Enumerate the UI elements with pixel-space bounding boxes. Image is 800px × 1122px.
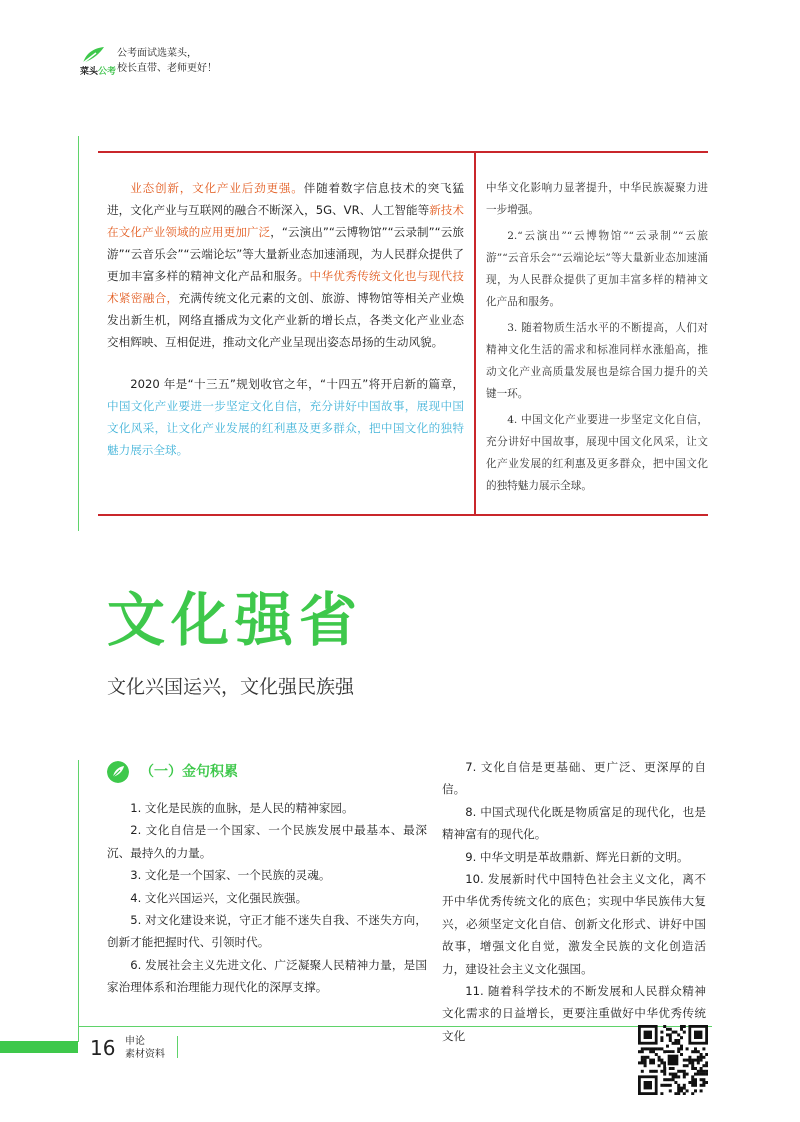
qr-module [680, 1036, 683, 1039]
qr-module [680, 1070, 683, 1073]
qr-module [652, 1059, 655, 1062]
qr-module [663, 1025, 666, 1028]
qr-module [680, 1089, 683, 1092]
qr-module [641, 1047, 644, 1050]
paragraph-1-run: 伴随着数字信息技术的突飞猛进，文化产业与互联网的融合不断深入，5G、VR、人工智能等 [107, 181, 464, 217]
qr-module [660, 1031, 663, 1034]
qr-module [658, 1056, 661, 1059]
qr-module [683, 1031, 686, 1034]
qr-module [641, 1070, 644, 1073]
qr-finder [694, 1031, 702, 1039]
qr-finder [644, 1031, 652, 1039]
qr-module [644, 1064, 647, 1067]
qr-module [688, 1056, 691, 1059]
qr-module [691, 1078, 694, 1081]
qr-module [700, 1053, 703, 1056]
quote-item: 11. 随着科学技术的不断发展和人民群众精神文化需求的日益增长，更要注重做好中华优秀传统文化 [442, 984, 706, 1043]
qr-module [658, 1059, 661, 1062]
qr-module [683, 1064, 686, 1067]
qr-module [705, 1070, 708, 1073]
left-article-box [107, 177, 464, 461]
qr-module [672, 1075, 675, 1078]
summary-point-2: 2.“云演出”“云博物馆”“云录制”“云旅游”“云音乐会”“云端论坛”等大量新业态加速涌现，为人民群众提供了更加丰富多样的精神文化产品和服务。 [486, 230, 708, 308]
qr-module [686, 1059, 689, 1062]
qr-finder [644, 1081, 652, 1089]
qr-module [697, 1061, 700, 1064]
paragraph-1-run: 中华优秀传统文化也与现代技术紧密融合， [107, 269, 464, 305]
summary-point-continued: 中华文化影响力显著提升，中华民族凝聚力进一步增强。 [486, 182, 708, 216]
qr-module [660, 1047, 663, 1050]
qr-module [666, 1028, 669, 1031]
qr-module [663, 1050, 666, 1053]
qr-module [677, 1033, 680, 1036]
page-number: 16 [90, 1036, 116, 1060]
qr-module [669, 1033, 672, 1036]
qr-center-logo [668, 1055, 679, 1066]
qr-module [697, 1073, 700, 1076]
quotes-right-column [442, 756, 706, 1047]
qr-module [672, 1050, 675, 1053]
qr-module [680, 1053, 683, 1056]
right-summary-box [486, 177, 708, 501]
qr-module [691, 1084, 694, 1087]
qr-module [702, 1064, 705, 1067]
brand-main: 菜头 [80, 67, 99, 77]
qr-module [700, 1059, 703, 1062]
qr-module [660, 1070, 663, 1073]
qr-module [677, 1087, 680, 1090]
qr-module [700, 1070, 703, 1073]
qr-module [686, 1064, 689, 1067]
article-paragraph-1 [107, 177, 464, 353]
qr-module [652, 1070, 655, 1073]
quote-item: 7. 文化自信是更基础、更广泛、更深厚的自信。 [442, 760, 706, 797]
quote-item: 6. 发展社会主义先进文化、广泛凝聚人民精神力量，是国家治理体系和治理能力现代化的深厚支撑。 [107, 957, 427, 995]
qr-module [691, 1064, 694, 1067]
qr-module [697, 1059, 700, 1062]
qr-module [660, 1092, 663, 1095]
qr-module [666, 1045, 669, 1048]
qr-module [641, 1050, 644, 1053]
quote-item: 10. 发展新时代中国特色社会主义文化，离不开中华优秀传统文化的底色；实现中华民族伟大复兴，必须坚定文化自信、创新文化形式、讲好中国故事，增强文化自觉，激发全民族的文化创造活力，建设社会主义文化强国。 [442, 872, 706, 976]
quote-item: 1. 文化是民族的血脉，是人民的精神家园。 [130, 801, 354, 815]
qr-module [658, 1064, 661, 1067]
qr-module [669, 1039, 672, 1042]
quote-item: 5. 对文化建设来说，守正才能不迷失自我、不迷失方向，创新才能把握时代、引领时代。 [107, 913, 427, 950]
qr-module [702, 1070, 705, 1073]
qr-module [694, 1081, 697, 1084]
qr-module [680, 1087, 683, 1090]
qr-module [677, 1042, 680, 1045]
quote-item: 4. 文化兴国运兴，文化强民族强。 [130, 890, 308, 905]
qr-module [669, 1084, 672, 1087]
qr-module [655, 1053, 658, 1056]
qr-module [646, 1056, 649, 1059]
leaf-logo-icon [80, 45, 106, 65]
qr-module [680, 1028, 683, 1031]
brand-logo [80, 64, 116, 77]
summary-point-3: 3. 随着物质生活水平的不断提高，人们对精神文化生活的需求和标准同样水涨船高，推动文化产业高质量发展也是综合国力提升的关键一环。 [486, 322, 708, 400]
qr-module [669, 1067, 672, 1070]
qr-module [644, 1059, 647, 1062]
left-green-rule [78, 136, 79, 531]
paragraph-1-run: ，“云演出”“云博物馆”“云录制”“云旅游”“云音乐会”“云端论坛”等大量新业态加速涌现，为人民群众提供了更加丰富多样的精神文化产品和服务。 [107, 225, 464, 283]
qr-module [672, 1042, 675, 1045]
qr-module [702, 1073, 705, 1076]
qr-module [683, 1084, 686, 1087]
qr-module [649, 1061, 652, 1064]
qr-module [672, 1073, 675, 1076]
bottom-red-rule [98, 514, 708, 516]
article-paragraph-2 [107, 373, 464, 461]
footer-green-bar [0, 1041, 78, 1053]
qr-module [686, 1089, 689, 1092]
qr-module [702, 1056, 705, 1059]
qr-module [677, 1089, 680, 1092]
qr-module [663, 1073, 666, 1076]
qr-module [674, 1073, 677, 1076]
qr-module [683, 1059, 686, 1062]
qr-module [705, 1053, 708, 1056]
qr-module [644, 1061, 647, 1064]
brand-sub: 公考 [98, 67, 117, 77]
qr-module [694, 1089, 697, 1092]
qr-module [669, 1089, 672, 1092]
qr-module [688, 1061, 691, 1064]
qr-module [666, 1050, 669, 1053]
qr-module [705, 1064, 708, 1067]
qr-module [688, 1081, 691, 1084]
qr-code[interactable] [638, 1025, 708, 1095]
qr-module [672, 1078, 675, 1081]
qr-module [705, 1081, 708, 1084]
qr-module [691, 1092, 694, 1095]
qr-module [683, 1025, 686, 1028]
qr-module [674, 1031, 677, 1034]
qr-module [638, 1061, 641, 1064]
qr-module [641, 1061, 644, 1064]
qr-module [649, 1047, 652, 1050]
qr-module [694, 1078, 697, 1081]
qr-module [660, 1061, 663, 1064]
qr-module [674, 1092, 677, 1095]
qr-module [691, 1050, 694, 1053]
qr-module [660, 1039, 663, 1042]
top-red-rule [98, 151, 708, 153]
qr-module [677, 1050, 680, 1053]
qr-module [688, 1059, 691, 1062]
qr-module [700, 1073, 703, 1076]
qr-module [672, 1031, 675, 1034]
qr-module [691, 1061, 694, 1064]
qr-module [666, 1084, 669, 1087]
qr-module [677, 1047, 680, 1050]
qr-module [683, 1070, 686, 1073]
qr-module [666, 1033, 669, 1036]
divider-red-rule [474, 151, 476, 516]
qr-module [674, 1039, 677, 1042]
qr-module [691, 1059, 694, 1062]
qr-module [669, 1036, 672, 1039]
qr-module [663, 1070, 666, 1073]
qr-module [660, 1036, 663, 1039]
quote-item: 2. 文化自信是一个国家、一个民族发展中最基本、最深沉、最持久的力量。 [107, 823, 427, 860]
qr-module [700, 1056, 703, 1059]
qr-module [683, 1073, 686, 1076]
qr-module [694, 1084, 697, 1087]
page-title: 文化强省 [107, 586, 364, 654]
paragraph-1-run: 新技术在文化产业领域的应用更加广泛 [107, 203, 464, 239]
qr-module [700, 1089, 703, 1092]
magazine-name-line-1: 申论 [125, 1036, 145, 1047]
qr-module [677, 1075, 680, 1078]
qr-module [669, 1050, 672, 1053]
qr-module [649, 1070, 652, 1073]
qr-module [674, 1042, 677, 1045]
quote-item: 9. 中华文明是革故鼎新、辉光日新的文明。 [465, 849, 689, 864]
slogan-line-2: 校长直带、老师更好！ [117, 63, 217, 74]
qr-module [694, 1059, 697, 1062]
qr-module [686, 1047, 689, 1050]
qr-module [677, 1039, 680, 1042]
qr-module [644, 1056, 647, 1059]
footer-separator [177, 1036, 178, 1058]
left-green-rule-bottom [78, 760, 79, 1042]
footer-rule [78, 1026, 712, 1027]
qr-module [677, 1092, 680, 1095]
qr-module [702, 1078, 705, 1081]
qr-module [683, 1075, 686, 1078]
qr-module [680, 1047, 683, 1050]
qr-module [691, 1075, 694, 1078]
qr-module [700, 1084, 703, 1087]
slogan-line-1: 公考面试选菜头， [117, 48, 197, 59]
qr-module [652, 1050, 655, 1053]
qr-module [691, 1067, 694, 1070]
qr-module [646, 1047, 649, 1050]
qr-module [660, 1084, 663, 1087]
qr-module [672, 1067, 675, 1070]
qr-module [700, 1078, 703, 1081]
qr-module [702, 1084, 705, 1087]
qr-module [663, 1078, 666, 1081]
qr-module [641, 1059, 644, 1062]
paragraph-2-normal: 2020 年是“十三五”规划收官之年，“十四五”将开启新的篇章， [130, 377, 464, 391]
qr-module [694, 1050, 697, 1053]
qr-module [686, 1073, 689, 1076]
magazine-name-line-2: 素材资料 [125, 1049, 165, 1060]
qr-module [680, 1045, 683, 1048]
qr-module [652, 1061, 655, 1064]
summary-point-4: 4. 中国文化产业要进一步坚定文化自信，充分讲好中国故事，展现中国文化风采，让文化产业发展的红利惠及更多群众，把中国文化的独特魅力展示全球。 [486, 414, 708, 492]
qr-module [644, 1047, 647, 1050]
qr-module [705, 1061, 708, 1064]
qr-module [652, 1047, 655, 1050]
quote-item: 3. 文化是一个国家、一个民族的灵魂。 [130, 868, 331, 883]
qr-module [663, 1061, 666, 1064]
qr-module [674, 1081, 677, 1084]
qr-module [691, 1081, 694, 1084]
qr-module [641, 1056, 644, 1059]
qr-module [705, 1073, 708, 1076]
qr-module [660, 1059, 663, 1062]
qr-module [702, 1047, 705, 1050]
qr-module [663, 1064, 666, 1067]
section-title: （一）金句积累 [140, 764, 238, 780]
qr-module [655, 1047, 658, 1050]
qr-module [638, 1050, 641, 1053]
qr-module [649, 1050, 652, 1053]
qr-module [674, 1075, 677, 1078]
qr-module [649, 1059, 652, 1062]
page-subtitle: 文化兴国运兴，文化强民族强 [107, 676, 355, 698]
qr-module [669, 1078, 672, 1081]
qr-module [694, 1073, 697, 1076]
qr-module [700, 1067, 703, 1070]
qr-module [697, 1050, 700, 1053]
slogan [117, 46, 217, 76]
qr-module [697, 1056, 700, 1059]
quote-item: 8. 中国式现代化既是物质富足的现代化，也是精神富有的现代化。 [442, 804, 706, 842]
qr-module [683, 1092, 686, 1095]
qr-module [694, 1047, 697, 1050]
leaf-section-icon [107, 761, 129, 783]
qr-module [694, 1067, 697, 1070]
qr-module [663, 1067, 666, 1070]
qr-module [677, 1070, 680, 1073]
qr-module [697, 1070, 700, 1073]
paragraph-1-run: 业态创新，文化产业后劲更强。 [130, 181, 304, 195]
qr-module [677, 1084, 680, 1087]
paragraph-2-highlight: 中国文化产业要进一步坚定文化自信，充分讲好中国故事，展现中国文化风采，让文化产业发展的红利惠及更多群众，把中国文化的独特魅力展示全球。 [107, 399, 464, 457]
qr-module [683, 1087, 686, 1090]
paragraph-1-run: 充满传统文化元素的文创、旅游、博物馆等相关产业焕发出新生机，网络直播成为文化产业新的增长点，各类文化产业业态交相辉映、互相促进，推动文化产业呈现出姿态昂扬的生动风貌。 [107, 291, 464, 349]
qr-module [663, 1084, 666, 1087]
qr-module [669, 1028, 672, 1031]
qr-module [680, 1025, 683, 1028]
quotes-left-column [107, 797, 427, 999]
qr-module [655, 1070, 658, 1073]
qr-module [669, 1073, 672, 1076]
magazine-name [125, 1035, 165, 1061]
qr-module [658, 1047, 661, 1050]
qr-module [666, 1078, 669, 1081]
qr-module [702, 1081, 705, 1084]
